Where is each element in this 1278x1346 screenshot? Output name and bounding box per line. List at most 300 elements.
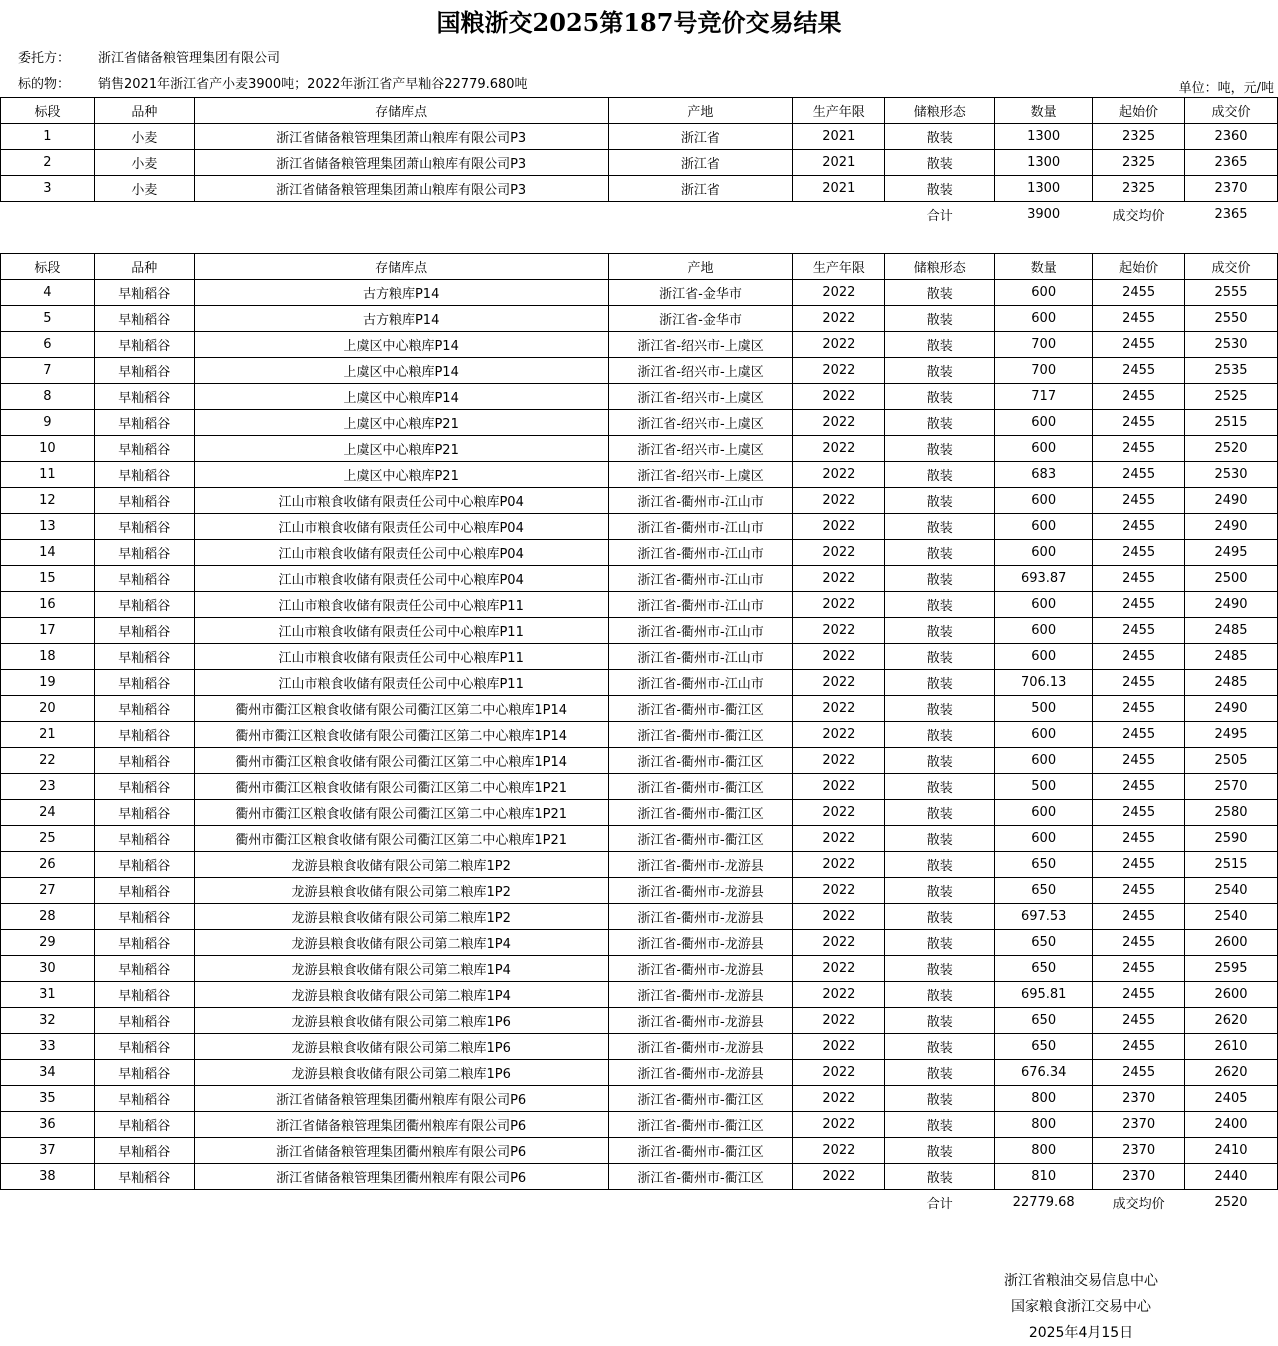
cell-origin: 浙江省-衢州市-龙游县	[608, 1008, 793, 1034]
cell-variety: 早籼稻谷	[94, 514, 194, 540]
cell-year: 2022	[793, 488, 885, 514]
cell-lot: 5	[1, 306, 95, 332]
cell-start-price: 2455	[1093, 800, 1185, 826]
cell-form: 散装	[885, 748, 995, 774]
cell-storage: 上虞区中心粮库P14	[194, 384, 608, 410]
cell-quantity: 717	[995, 384, 1093, 410]
cell-form: 散装	[885, 176, 995, 202]
cell-deal-price: 2370	[1185, 176, 1278, 202]
cell-start-price: 2455	[1093, 384, 1185, 410]
table-row	[1, 540, 1278, 566]
table-row	[1, 1034, 1278, 1060]
cell-quantity: 600	[995, 800, 1093, 826]
cell-variety: 早籼稻谷	[94, 1060, 194, 1086]
cell-quantity: 1300	[995, 124, 1093, 150]
cell-deal-price: 2505	[1185, 748, 1278, 774]
cell-start-price: 2455	[1093, 488, 1185, 514]
cell-origin: 浙江省-衢州市-江山市	[608, 514, 793, 540]
summary-row	[1, 1190, 1278, 1216]
cell-form: 散装	[885, 150, 995, 176]
cell-year: 2022	[793, 930, 885, 956]
cell-deal-price: 2485	[1185, 670, 1278, 696]
cell-form: 散装	[885, 1164, 995, 1190]
cell-form: 散装	[885, 826, 995, 852]
table-row	[1, 488, 1278, 514]
header-variety: 品种	[94, 254, 194, 280]
table-row	[1, 904, 1278, 930]
cell-deal-price: 2360	[1185, 124, 1278, 150]
cell-lot: 36	[1, 1112, 95, 1138]
cell-origin: 浙江省-衢州市-龙游县	[608, 956, 793, 982]
cell-origin: 浙江省-衢州市-衢江区	[608, 800, 793, 826]
cell-start-price: 2455	[1093, 410, 1185, 436]
cell-lot: 2	[1, 150, 95, 176]
cell-start-price: 2455	[1093, 540, 1185, 566]
cell-origin: 浙江省-衢州市-江山市	[608, 540, 793, 566]
cell-lot: 31	[1, 982, 95, 1008]
cell-start-price: 2455	[1093, 592, 1185, 618]
cell-start-price: 2370	[1093, 1138, 1185, 1164]
cell-deal-price: 2620	[1185, 1060, 1278, 1086]
cell-variety: 小麦	[94, 150, 194, 176]
cell-start-price: 2455	[1093, 332, 1185, 358]
summary-total: 3900	[1027, 207, 1061, 223]
cell-form: 散装	[885, 280, 995, 306]
cell-deal-price: 2440	[1185, 1164, 1278, 1190]
table-row	[1, 176, 1278, 202]
table-row	[1, 280, 1278, 306]
cell-variety: 早籼稻谷	[94, 982, 194, 1008]
cell-year: 2022	[793, 982, 885, 1008]
cell-deal-price: 2500	[1185, 566, 1278, 592]
cell-deal-price: 2485	[1185, 618, 1278, 644]
table-row	[1, 1164, 1278, 1190]
cell-variety: 早籼稻谷	[94, 748, 194, 774]
cell-variety: 早籼稻谷	[94, 358, 194, 384]
table-row	[1, 566, 1278, 592]
cell-storage: 龙游县粮食收储有限公司第二粮库1P6	[194, 1060, 608, 1086]
cell-quantity: 650	[995, 1008, 1093, 1034]
cell-start-price: 2455	[1093, 956, 1185, 982]
cell-deal-price: 2570	[1185, 774, 1278, 800]
cell-form: 散装	[885, 878, 995, 904]
cell-year: 2022	[793, 384, 885, 410]
cell-form: 散装	[885, 124, 995, 150]
cell-year: 2022	[793, 774, 885, 800]
summary-total-label: 合计	[926, 1197, 953, 1213]
cell-origin: 浙江省-绍兴市-上虞区	[608, 358, 793, 384]
cell-lot: 10	[1, 436, 95, 462]
summary-avg-label: 成交均价	[1112, 209, 1165, 225]
cell-start-price: 2455	[1093, 852, 1185, 878]
cell-variety: 早籼稻谷	[94, 1086, 194, 1112]
cell-year: 2022	[793, 1164, 885, 1190]
cell-storage: 上虞区中心粮库P21	[194, 436, 608, 462]
cell-deal-price: 2555	[1185, 280, 1278, 306]
cell-start-price: 2455	[1093, 280, 1185, 306]
cell-variety: 早籼稻谷	[94, 722, 194, 748]
cell-deal-price: 2490	[1185, 488, 1278, 514]
cell-variety: 早籼稻谷	[94, 1164, 194, 1190]
cell-form: 散装	[885, 488, 995, 514]
cell-start-price: 2325	[1093, 150, 1185, 176]
cell-deal-price: 2515	[1185, 852, 1278, 878]
cell-start-price: 2455	[1093, 982, 1185, 1008]
cell-lot: 15	[1, 566, 95, 592]
cell-variety: 早籼稻谷	[94, 1008, 194, 1034]
cell-deal-price: 2595	[1185, 956, 1278, 982]
cell-storage: 龙游县粮食收储有限公司第二粮库1P4	[194, 956, 608, 982]
summary-spacer	[1, 202, 885, 228]
cell-lot: 33	[1, 1034, 95, 1060]
cell-lot: 3	[1, 176, 95, 202]
cell-storage: 江山市粮食收储有限责任公司中心粮库P04	[194, 566, 608, 592]
cell-quantity: 600	[995, 540, 1093, 566]
cell-form: 散装	[885, 904, 995, 930]
table-row	[1, 930, 1278, 956]
cell-year: 2021	[793, 124, 885, 150]
cell-deal-price: 2535	[1185, 358, 1278, 384]
unit-label: 单位：吨，元/吨	[1178, 81, 1274, 96]
cell-start-price: 2455	[1093, 1034, 1185, 1060]
cell-form: 散装	[885, 1034, 995, 1060]
client-value: 浙江省储备粮管理集团有限公司	[98, 51, 281, 66]
cell-form: 散装	[885, 1060, 995, 1086]
cell-quantity: 683	[995, 462, 1093, 488]
cell-form: 散装	[885, 358, 995, 384]
table-row	[1, 1138, 1278, 1164]
cell-storage: 浙江省储备粮管理集团萧山粮库有限公司P3	[194, 150, 608, 176]
table-row	[1, 800, 1278, 826]
cell-lot: 12	[1, 488, 95, 514]
summary-avg-label: 成交均价	[1112, 1197, 1165, 1213]
cell-quantity: 600	[995, 748, 1093, 774]
header-lot: 标段	[1, 254, 95, 280]
cell-origin: 浙江省-衢州市-龙游县	[608, 930, 793, 956]
cell-form: 散装	[885, 1086, 995, 1112]
cell-variety: 小麦	[94, 124, 194, 150]
table-row	[1, 670, 1278, 696]
cell-start-price: 2325	[1093, 124, 1185, 150]
cell-year: 2022	[793, 358, 885, 384]
cell-quantity: 600	[995, 306, 1093, 332]
cell-year: 2022	[793, 826, 885, 852]
cell-deal-price: 2600	[1185, 930, 1278, 956]
cell-form: 散装	[885, 1138, 995, 1164]
cell-year: 2022	[793, 644, 885, 670]
header-year: 生产年限	[793, 254, 885, 280]
footer-date: 2025年4月15日	[1028, 1325, 1134, 1341]
page-title: 国粮浙交2025第187号竞价交易结果	[436, 8, 842, 37]
cell-year: 2022	[793, 410, 885, 436]
subject-label: 标的物：	[18, 77, 71, 92]
cell-quantity: 676.34	[995, 1060, 1093, 1086]
cell-origin: 浙江省-衢州市-龙游县	[608, 904, 793, 930]
cell-quantity: 693.87	[995, 566, 1093, 592]
cell-storage: 衢州市衢江区粮食收储有限公司衢江区第二中心粮库1P21	[194, 826, 608, 852]
cell-deal-price: 2520	[1185, 436, 1278, 462]
cell-quantity: 500	[995, 774, 1093, 800]
cell-quantity: 600	[995, 410, 1093, 436]
cell-year: 2022	[793, 436, 885, 462]
cell-start-price: 2325	[1093, 176, 1185, 202]
cell-origin: 浙江省-衢州市-江山市	[608, 488, 793, 514]
cell-year: 2022	[793, 332, 885, 358]
cell-form: 散装	[885, 618, 995, 644]
cell-quantity: 600	[995, 436, 1093, 462]
header-form: 储粮形态	[885, 98, 995, 124]
header-storage: 存储库点	[194, 254, 608, 280]
wheat-results-table	[0, 97, 1278, 228]
cell-quantity: 650	[995, 852, 1093, 878]
client-label: 委托方：	[18, 51, 71, 66]
cell-form: 散装	[885, 384, 995, 410]
cell-quantity: 695.81	[995, 982, 1093, 1008]
cell-deal-price: 2600	[1185, 982, 1278, 1008]
cell-form: 散装	[885, 540, 995, 566]
cell-origin: 浙江省-绍兴市-上虞区	[608, 410, 793, 436]
table-row	[1, 618, 1278, 644]
cell-form: 散装	[885, 514, 995, 540]
cell-storage: 衢州市衢江区粮食收储有限公司衢江区第二中心粮库1P14	[194, 748, 608, 774]
cell-variety: 早籼稻谷	[94, 956, 194, 982]
cell-storage: 衢州市衢江区粮食收储有限公司衢江区第二中心粮库1P14	[194, 722, 608, 748]
table-row	[1, 1008, 1278, 1034]
table-row	[1, 722, 1278, 748]
cell-lot: 8	[1, 384, 95, 410]
summary-avg: 2365	[1214, 207, 1248, 223]
cell-lot: 22	[1, 748, 95, 774]
cell-deal-price: 2525	[1185, 384, 1278, 410]
cell-form: 散装	[885, 332, 995, 358]
cell-quantity: 600	[995, 592, 1093, 618]
cell-start-price: 2370	[1093, 1112, 1185, 1138]
cell-quantity: 1300	[995, 176, 1093, 202]
cell-deal-price: 2540	[1185, 904, 1278, 930]
cell-origin: 浙江省-衢州市-龙游县	[608, 878, 793, 904]
cell-lot: 25	[1, 826, 95, 852]
cell-year: 2022	[793, 878, 885, 904]
cell-origin: 浙江省-衢州市-衢江区	[608, 696, 793, 722]
table-row	[1, 644, 1278, 670]
cell-start-price: 2370	[1093, 1164, 1185, 1190]
cell-storage: 上虞区中心粮库P21	[194, 462, 608, 488]
cell-deal-price: 2495	[1185, 722, 1278, 748]
cell-year: 2022	[793, 1112, 885, 1138]
cell-quantity: 500	[995, 696, 1093, 722]
cell-quantity: 800	[995, 1112, 1093, 1138]
cell-deal-price: 2490	[1185, 592, 1278, 618]
cell-storage: 江山市粮食收储有限责任公司中心粮库P11	[194, 670, 608, 696]
cell-year: 2022	[793, 618, 885, 644]
cell-storage: 浙江省储备粮管理集团衢州粮库有限公司P6	[194, 1164, 608, 1190]
table-row	[1, 878, 1278, 904]
cell-lot: 23	[1, 774, 95, 800]
cell-form: 散装	[885, 436, 995, 462]
cell-deal-price: 2365	[1185, 150, 1278, 176]
cell-lot: 13	[1, 514, 95, 540]
cell-lot: 20	[1, 696, 95, 722]
cell-start-price: 2455	[1093, 670, 1185, 696]
cell-quantity: 600	[995, 722, 1093, 748]
cell-variety: 早籼稻谷	[94, 930, 194, 956]
cell-lot: 18	[1, 644, 95, 670]
cell-form: 散装	[885, 592, 995, 618]
table-row	[1, 852, 1278, 878]
cell-variety: 早籼稻谷	[94, 462, 194, 488]
cell-quantity: 810	[995, 1164, 1093, 1190]
cell-form: 散装	[885, 800, 995, 826]
cell-origin: 浙江省-衢州市-江山市	[608, 644, 793, 670]
footer-org-1: 浙江省粮油交易信息中心	[1004, 1273, 1158, 1289]
header-origin: 产地	[608, 98, 793, 124]
cell-form: 散装	[885, 1008, 995, 1034]
cell-variety: 早籼稻谷	[94, 540, 194, 566]
cell-start-price: 2455	[1093, 748, 1185, 774]
cell-form: 散装	[885, 644, 995, 670]
cell-lot: 26	[1, 852, 95, 878]
cell-form: 散装	[885, 696, 995, 722]
cell-variety: 早籼稻谷	[94, 384, 194, 410]
cell-origin: 浙江省-衢州市-衢江区	[608, 1086, 793, 1112]
header-form: 储粮形态	[885, 254, 995, 280]
cell-lot: 9	[1, 410, 95, 436]
table-row	[1, 150, 1278, 176]
cell-variety: 早籼稻谷	[94, 566, 194, 592]
cell-storage: 浙江省储备粮管理集团衢州粮库有限公司P6	[194, 1112, 608, 1138]
cell-storage: 衢州市衢江区粮食收储有限公司衢江区第二中心粮库1P21	[194, 800, 608, 826]
cell-lot: 21	[1, 722, 95, 748]
cell-deal-price: 2590	[1185, 826, 1278, 852]
cell-quantity: 600	[995, 826, 1093, 852]
cell-origin: 浙江省-衢州市-江山市	[608, 618, 793, 644]
header-start-price: 起始价	[1093, 98, 1185, 124]
cell-start-price: 2455	[1093, 826, 1185, 852]
cell-start-price: 2455	[1093, 644, 1185, 670]
cell-deal-price: 2580	[1185, 800, 1278, 826]
cell-start-price: 2455	[1093, 306, 1185, 332]
cell-year: 2022	[793, 904, 885, 930]
cell-lot: 34	[1, 1060, 95, 1086]
cell-storage: 江山市粮食收储有限责任公司中心粮库P11	[194, 592, 608, 618]
cell-year: 2022	[793, 1060, 885, 1086]
cell-quantity: 650	[995, 878, 1093, 904]
cell-form: 散装	[885, 1112, 995, 1138]
cell-storage: 江山市粮食收储有限责任公司中心粮库P11	[194, 618, 608, 644]
cell-form: 散装	[885, 774, 995, 800]
cell-origin: 浙江省-衢州市-衢江区	[608, 826, 793, 852]
cell-variety: 早籼稻谷	[94, 904, 194, 930]
cell-storage: 上虞区中心粮库P14	[194, 332, 608, 358]
cell-start-price: 2455	[1093, 930, 1185, 956]
cell-origin: 浙江省-金华市	[608, 280, 793, 306]
table-row	[1, 956, 1278, 982]
header-lot: 标段	[1, 98, 95, 124]
cell-quantity: 650	[995, 956, 1093, 982]
cell-start-price: 2455	[1093, 696, 1185, 722]
cell-year: 2022	[793, 800, 885, 826]
header-deal-price: 成交价	[1185, 98, 1278, 124]
cell-lot: 38	[1, 1164, 95, 1190]
cell-form: 散装	[885, 566, 995, 592]
cell-deal-price: 2515	[1185, 410, 1278, 436]
cell-form: 散装	[885, 722, 995, 748]
cell-lot: 17	[1, 618, 95, 644]
cell-variety: 早籼稻谷	[94, 826, 194, 852]
cell-quantity: 706.13	[995, 670, 1093, 696]
cell-lot: 1	[1, 124, 95, 150]
table-row	[1, 462, 1278, 488]
cell-storage: 江山市粮食收储有限责任公司中心粮库P04	[194, 488, 608, 514]
cell-storage: 衢州市衢江区粮食收储有限公司衢江区第二中心粮库1P14	[194, 696, 608, 722]
cell-storage: 龙游县粮食收储有限公司第二粮库1P2	[194, 904, 608, 930]
cell-storage: 江山市粮食收储有限责任公司中心粮库P04	[194, 514, 608, 540]
cell-year: 2022	[793, 1138, 885, 1164]
table-row	[1, 332, 1278, 358]
cell-year: 2022	[793, 306, 885, 332]
cell-storage: 浙江省储备粮管理集团衢州粮库有限公司P6	[194, 1138, 608, 1164]
cell-deal-price: 2550	[1185, 306, 1278, 332]
cell-start-price: 2455	[1093, 436, 1185, 462]
cell-storage: 浙江省储备粮管理集团萧山粮库有限公司P3	[194, 176, 608, 202]
cell-year: 2022	[793, 1086, 885, 1112]
cell-year: 2022	[793, 1008, 885, 1034]
cell-lot: 29	[1, 930, 95, 956]
cell-storage: 江山市粮食收储有限责任公司中心粮库P04	[194, 540, 608, 566]
cell-lot: 28	[1, 904, 95, 930]
cell-storage: 浙江省储备粮管理集团衢州粮库有限公司P6	[194, 1086, 608, 1112]
summary-row	[1, 202, 1278, 228]
cell-lot: 19	[1, 670, 95, 696]
cell-origin: 浙江省-衢州市-龙游县	[608, 852, 793, 878]
cell-origin: 浙江省-衢州市-龙游县	[608, 982, 793, 1008]
cell-storage: 龙游县粮食收储有限公司第二粮库1P2	[194, 852, 608, 878]
table-row	[1, 124, 1278, 150]
cell-year: 2022	[793, 852, 885, 878]
cell-variety: 早籼稻谷	[94, 488, 194, 514]
cell-storage: 龙游县粮食收储有限公司第二粮库1P4	[194, 982, 608, 1008]
table-row	[1, 384, 1278, 410]
table-row	[1, 774, 1278, 800]
table-row	[1, 1112, 1278, 1138]
header-origin: 产地	[608, 254, 793, 280]
cell-year: 2022	[793, 956, 885, 982]
cell-origin: 浙江省-衢州市-龙游县	[608, 1034, 793, 1060]
cell-lot: 32	[1, 1008, 95, 1034]
cell-lot: 24	[1, 800, 95, 826]
cell-origin: 浙江省-衢州市-江山市	[608, 670, 793, 696]
cell-year: 2022	[793, 670, 885, 696]
cell-lot: 14	[1, 540, 95, 566]
cell-deal-price: 2530	[1185, 332, 1278, 358]
summary-total: 22779.68	[1012, 1195, 1075, 1211]
cell-origin: 浙江省-绍兴市-上虞区	[608, 384, 793, 410]
table-row	[1, 592, 1278, 618]
cell-variety: 早籼稻谷	[94, 670, 194, 696]
cell-year: 2022	[793, 696, 885, 722]
cell-form: 散装	[885, 852, 995, 878]
cell-origin: 浙江省	[608, 124, 793, 150]
rice-results-table	[0, 253, 1278, 1216]
table-row	[1, 358, 1278, 384]
cell-variety: 早籼稻谷	[94, 1034, 194, 1060]
cell-deal-price: 2495	[1185, 540, 1278, 566]
summary-total-label: 合计	[926, 209, 953, 225]
cell-variety: 小麦	[94, 176, 194, 202]
table-row	[1, 410, 1278, 436]
cell-origin: 浙江省-绍兴市-上虞区	[608, 436, 793, 462]
cell-form: 散装	[885, 670, 995, 696]
